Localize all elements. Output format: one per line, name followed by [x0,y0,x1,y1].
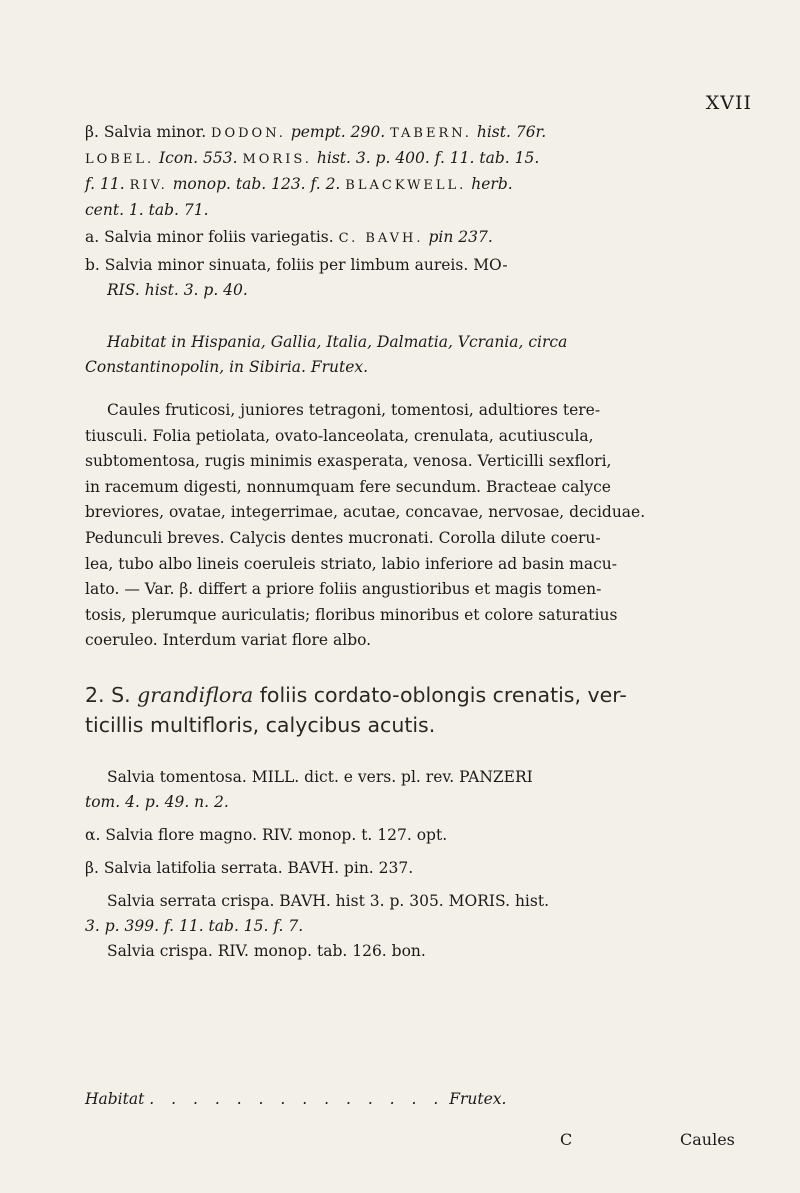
catchword: Caules [680,1130,735,1149]
variety-b: b. Salvia minor sinuata, foliis per limbum aureis. MO- [85,256,508,274]
variety-a: a. Salvia minor foliis variegatis. C. BAVH. pin 237. [85,228,493,246]
signature-mark: C [560,1130,573,1149]
species-2-beta: β. Salvia latifolia serrata. BAVH. pin. 237. [85,859,414,877]
description: Caules fruticosi, juniores tetragoni, tomentosi, adultiores tere- tiusculi. Folia petiolata, ovato-lanceolata, crenulata, acutiuscula, subtomentosa, rugis minimis exasperata, venosa. Verticilli sexflori, in racemum digesti, nonnumquam fere secundum. Bracteae calyce breviores, ovatae, integerrimae, acutae, concavae, nervosae, deciduae. Pedunculi breves. Calycis dentes mucronati. Corolla dilute coeru- lea, tubo albo lineis coeruleis striato, labio inferiore ad basin macu- lato. — Var. β. differt a priore foliis angustioribus et magis tomen- tosis, plerumque auriculatis; floribus minoribus et colore saturatius coeruleo. Interdum variat flore albo. [85,401,646,650]
varieties [85,225,745,303]
species-2-habitat: Habitat . . . . . . . . . . . . . . Frutex. [85,1090,507,1108]
species-2-diagnosis: 2. S. grandiflora foliis cordato-oblongis crenatis, ver- ticillis multifloris, calycibus acutis. [85,683,627,737]
habitat: Habitat in Hispania, Gallia, Italia, Dalmatia, Vcrania, circa Constantinopolin, in Sibiria. Frutex. [85,333,568,376]
synonym-line: cent. 1. tab. 71. [85,201,209,219]
synonym-line: β. Salvia minor. DODON. pempt. 290. TABERN. hist. 76r. [85,123,547,141]
synonym-line: LOBEL. Icon. 553. MORIS. hist. 3. p. 400. f. 11. tab. 15. [85,149,540,167]
species-2-alpha: α. Salvia flore magno. RIV. monop. t. 127. opt. [85,826,448,844]
page-number: XVII [705,92,752,114]
species-2-synonyms: Salvia tomentosa. MILL. dict. e vers. pl. rev. PANZERI tom. 4. p. 49. n. 2. α. Salvia flore magno. RIV. monop. t. 127. opt. β. Salvia latifolia serrata. BAVH. pin. 237. Salvia serrata crispa. BAVH. hist 3. p. 305. MORIS. hist. 3. p. 399. f. 11. tab. 15. f. 7. Salvia crispa. RIV. monop. tab. 126. bon. [85,765,745,964]
beta-synonyms [85,120,745,223]
synonym-line: f. 11. RIV. monop. tab. 123. f. 2. BLACKWELL. herb. [85,175,513,193]
variety-b-ref: RIS. hist. 3. p. 40. [107,281,248,299]
